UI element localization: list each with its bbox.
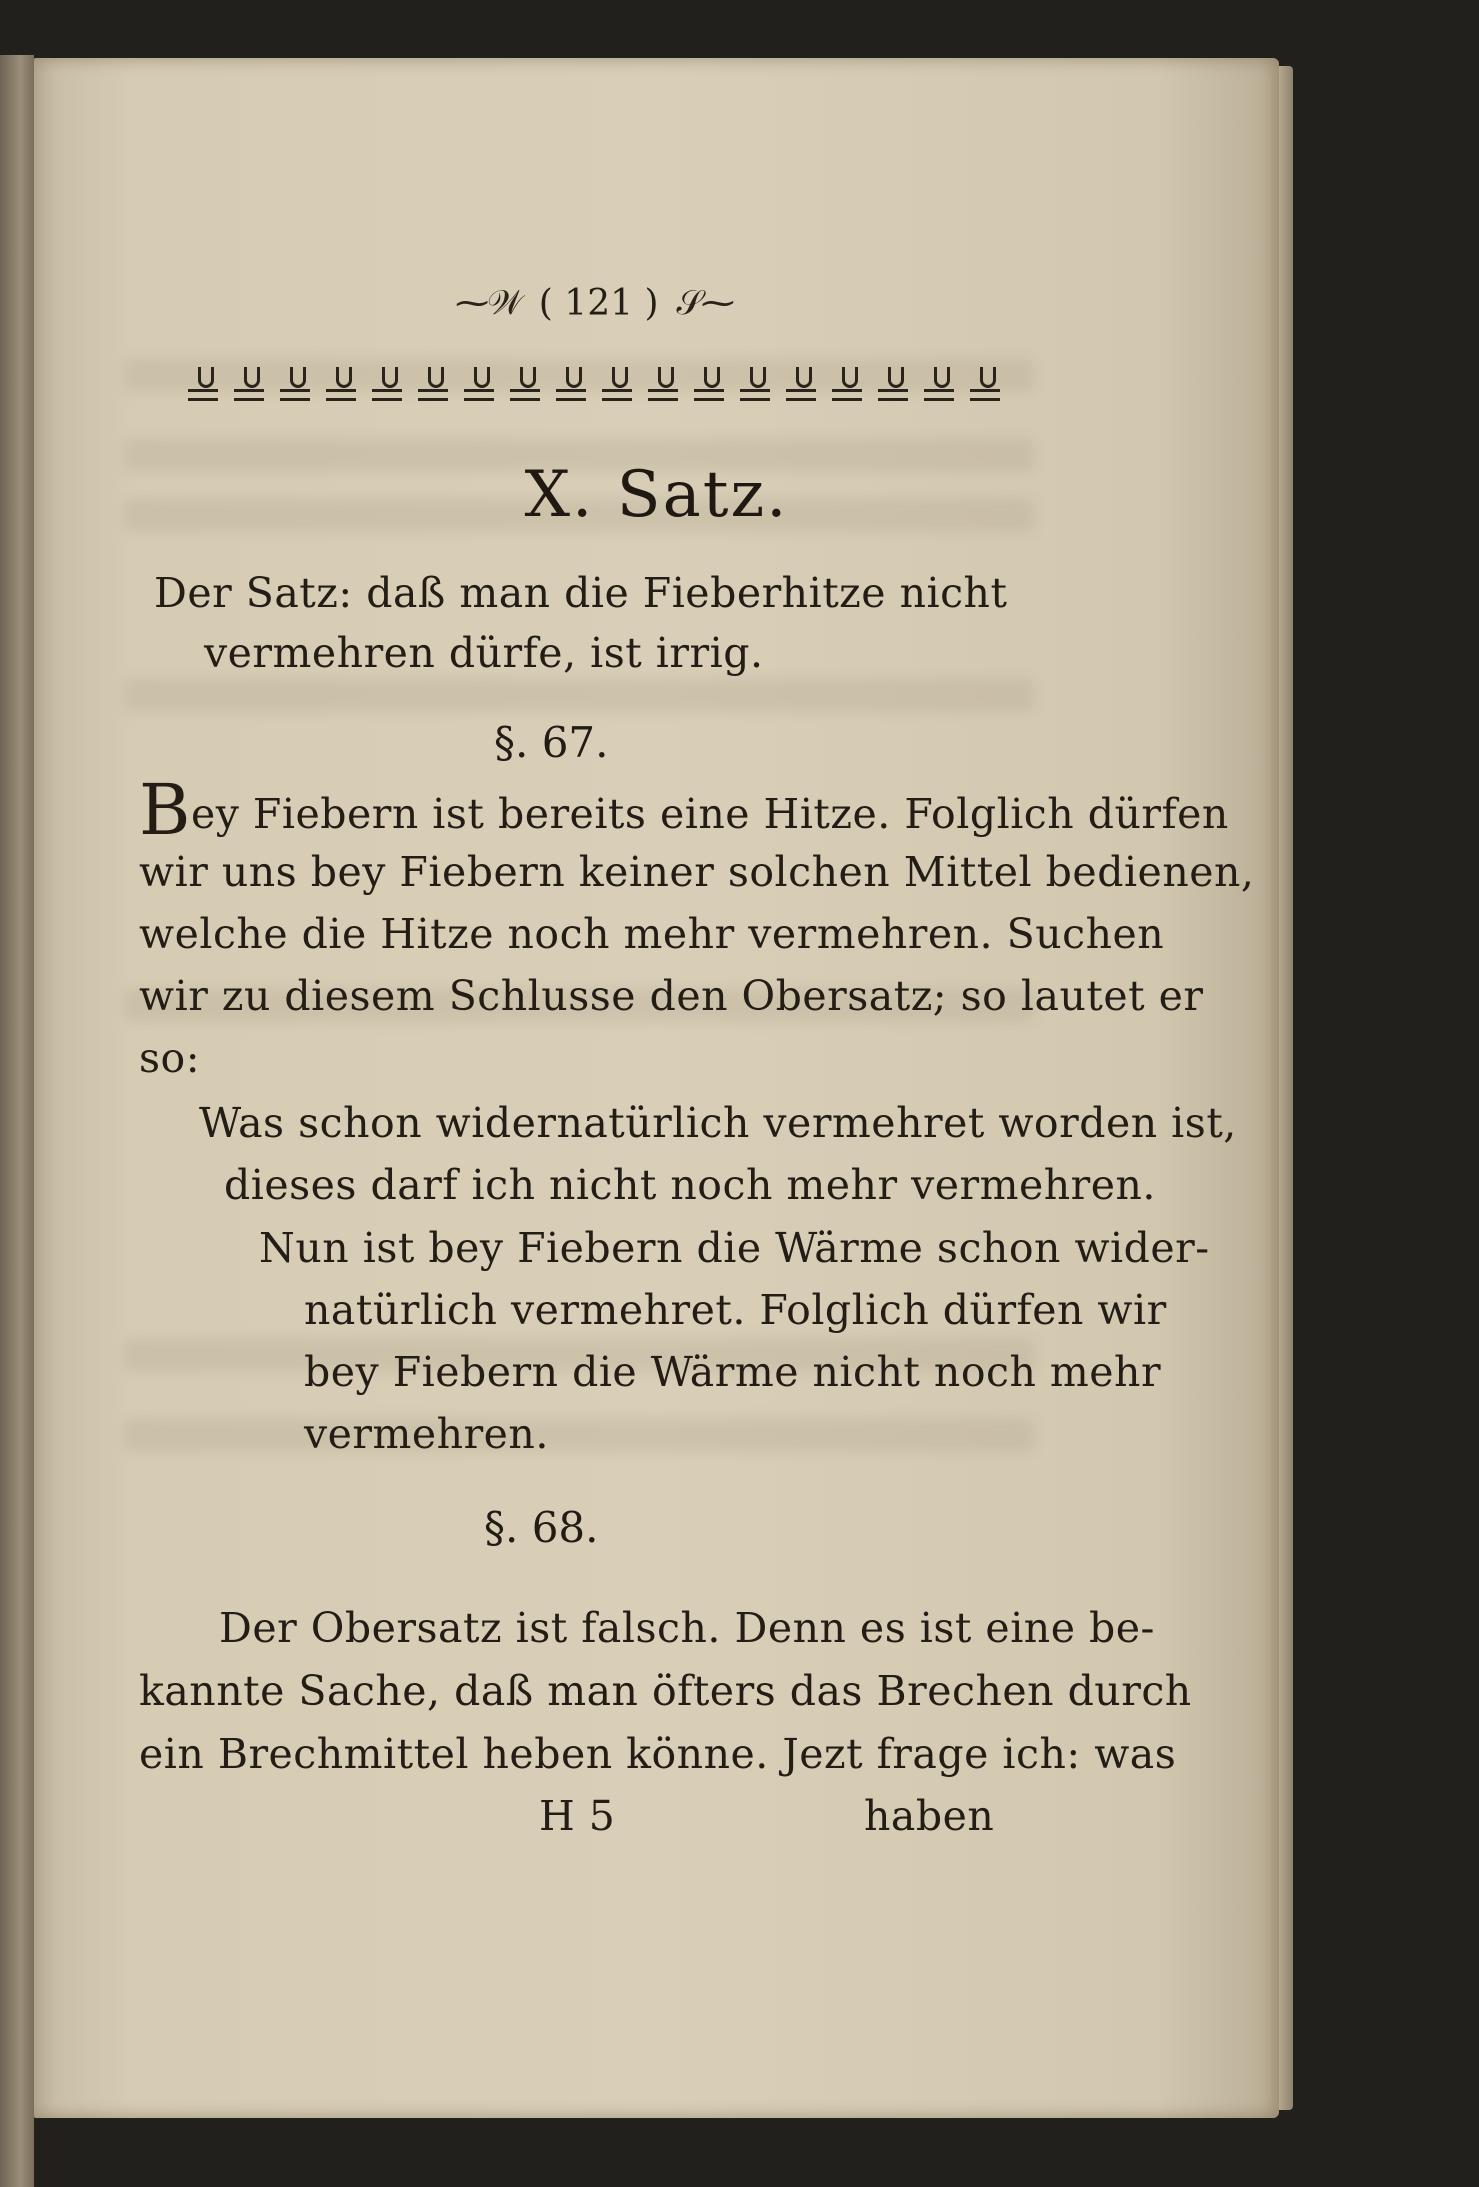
s68-line-2: kannte Sache, daß man öfters das Brechen durch (139, 1667, 1192, 1715)
section-67-label: §. 67. (494, 718, 609, 767)
header-ornament-right: 𝒮⁓ (676, 283, 733, 323)
s67-line-3: welche die Hitze noch mehr vermehren. Suchen (139, 910, 1165, 958)
book-page (34, 58, 1279, 2118)
conclusion-line-1: Nun ist bey Fiebern die Wärme schon wider- (259, 1224, 1210, 1272)
page-number: ( 121 ) (538, 282, 659, 324)
thesis-line-2: vermehren dürfe, ist irrig. (204, 629, 764, 677)
conclusion-line-4: vermehren. (304, 1410, 549, 1458)
major-premise-line-2: dieses darf ich nicht noch mehr vermehren. (224, 1161, 1156, 1209)
thesis-line-1 (154, 563, 1008, 623)
major-premise-line-1: Was schon widernatürlich vermehret worden ist, (199, 1099, 1237, 1147)
catchword: haben (864, 1792, 995, 1840)
s67-line-2: wir uns bey Fiebern keiner solchen Mittel bedienen, (139, 848, 1255, 896)
ornamental-border (184, 358, 1004, 408)
left-page-edge (0, 55, 34, 2187)
drop-cap: B (139, 769, 191, 851)
s68-line-1: Der Obersatz ist falsch. Denn es ist eine be- (219, 1604, 1155, 1652)
signature-mark: H 5 (539, 1792, 616, 1840)
running-header (414, 273, 774, 333)
page-fore-edge (1279, 66, 1293, 2110)
thesis-text-1: Der Satz: daß man die Fieberhitze nicht (154, 569, 1008, 617)
s67-line-1: Bey Fiebern ist bereits eine Hitze. Folglich dürfen (139, 769, 1229, 851)
header-ornament-left: ⁓𝒲 (455, 283, 521, 323)
s67-line-5: so: (139, 1034, 201, 1082)
s67-line-4: wir zu diesem Schlusse den Obersatz; so lautet er (139, 972, 1204, 1020)
section-heading: X. Satz. (524, 458, 789, 532)
conclusion-line-2: natürlich vermehret. Folglich dürfen wir (304, 1286, 1167, 1334)
conclusion-line-3: bey Fiebern die Wärme nicht noch mehr (304, 1348, 1162, 1396)
section-68-label: §. 68. (484, 1503, 599, 1552)
s68-line-3: ein Brechmittel heben könne. Jezt frage ich: was (139, 1730, 1177, 1778)
